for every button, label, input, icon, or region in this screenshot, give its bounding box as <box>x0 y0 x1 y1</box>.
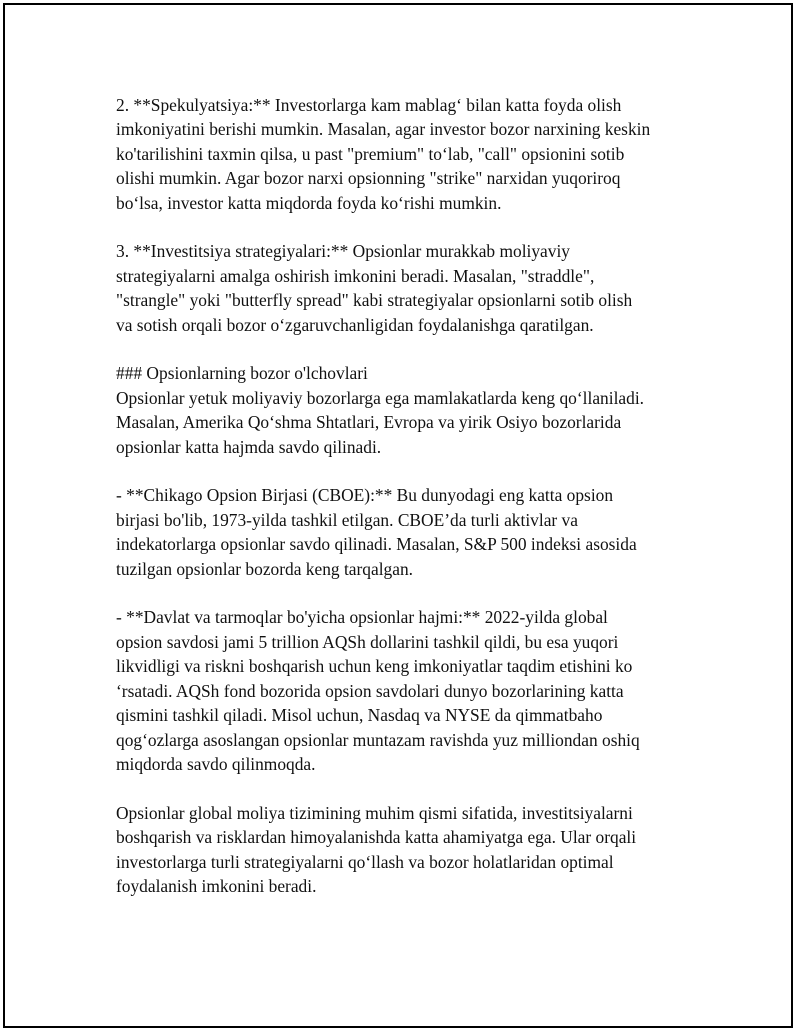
text-line: opsionlar katta hajmda savdo qilinadi. <box>116 436 382 457</box>
text-line: ko'tarilishini taxmin qilsa, u past "premium" to‘lab, "call" opsionini sotib <box>116 143 625 164</box>
text-line: imkoniyatini berishi mumkin. Masalan, agar investor bozor narxining keskin <box>116 119 651 140</box>
text-line: bo‘lsa, investor katta miqdorda foyda ko‘rishi mumkin. <box>116 192 502 213</box>
text-line: "strangle" yoki "butterfly spread" kabi strategiyalar opsionlarni sotib olish <box>116 290 633 311</box>
text-line: Masalan, Amerika Qo‘shma Shtatlari, Evropa va yirik Osiyo bozorlarida <box>116 412 622 433</box>
paragraph-volume <box>116 605 716 776</box>
text-line: likvidligi va riskni boshqarish uchun keng imkoniyatlar taqdim etishini ko <box>116 656 633 677</box>
text-line: foydalanish imkonini beradi. <box>116 875 317 896</box>
paragraph-cboe <box>116 483 716 581</box>
text-line: va sotish orqali bozor o‘zgaruvchanligidan foydalanishga qaratilgan. <box>116 314 594 335</box>
text-line: ‘rsatadi. AQSh fond bozorida opsion savdolari dunyo bozorlarining katta <box>116 680 624 701</box>
text-line: qismini tashkil qiladi. Misol uchun, Nasdaq va NYSE da qimmatbaho <box>116 705 603 726</box>
text-line: - **Davlat va tarmoqlar bo'yicha opsionlar hajmi:** 2022-yilda global <box>116 607 608 628</box>
paragraph-conclusion <box>116 801 716 899</box>
text-line: tuzilgan opsionlar bozorda keng tarqalgan. <box>116 558 413 579</box>
text-line: strategiyalarni amalga oshirish imkonini beradi. Masalan, "straddle", <box>116 265 595 286</box>
text-line: 3. **Investitsiya strategiyalari:** Opsionlar murakkab moliyaviy <box>116 241 570 262</box>
text-line: Opsionlar global moliya tizimining muhim qismi sifatida, investitsiyalarni <box>116 802 633 823</box>
text-line: investorlarga turli strategiyalarni qo‘llash va bozor holatlaridan optimal <box>116 851 614 872</box>
text-line: miqdorda savdo qilinmoqda. <box>116 753 316 774</box>
text-line: birjasi bo'lib, 1973-yilda tashkil etilgan. CBOE’da turli aktivlar va <box>116 509 578 530</box>
text-line: qog‘ozlarga asoslangan opsionlar muntazam ravishda yuz milliondan oshiq <box>116 729 640 750</box>
section-heading: ### Opsionlarning bozor o'lchovlari <box>116 363 368 384</box>
text-line: olishi mumkin. Agar bozor narxi opsionning "strike" narxidan yuqoriroq <box>116 168 621 189</box>
paragraph-investment-strategies <box>116 239 716 337</box>
text-line: indekatorlarga opsionlar savdo qilinadi. Masalan, S&P 500 indeksi asosida <box>116 534 637 555</box>
text-line: Opsionlar yetuk moliyaviy bozorlarga ega mamlakatlarda keng qo‘llaniladi. <box>116 387 644 408</box>
text-line: 2. **Spekulyatsiya:** Investorlarga kam mablag‘ bilan katta foyda olish <box>116 95 622 115</box>
text-line: opsion savdosi jami 5 trillion AQSh dollarini tashkil qildi, bu esa yuqori <box>116 631 619 652</box>
document-body <box>116 93 716 898</box>
paragraph-speculation <box>116 93 716 215</box>
text-line: - **Chikago Opsion Birjasi (CBOE):** Bu dunyodagi eng katta opsion <box>116 485 614 506</box>
paragraph-market-scale <box>116 361 716 459</box>
text-line: boshqarish va risklardan himoyalanishda katta ahamiyatga ega. Ular orqali <box>116 827 637 848</box>
